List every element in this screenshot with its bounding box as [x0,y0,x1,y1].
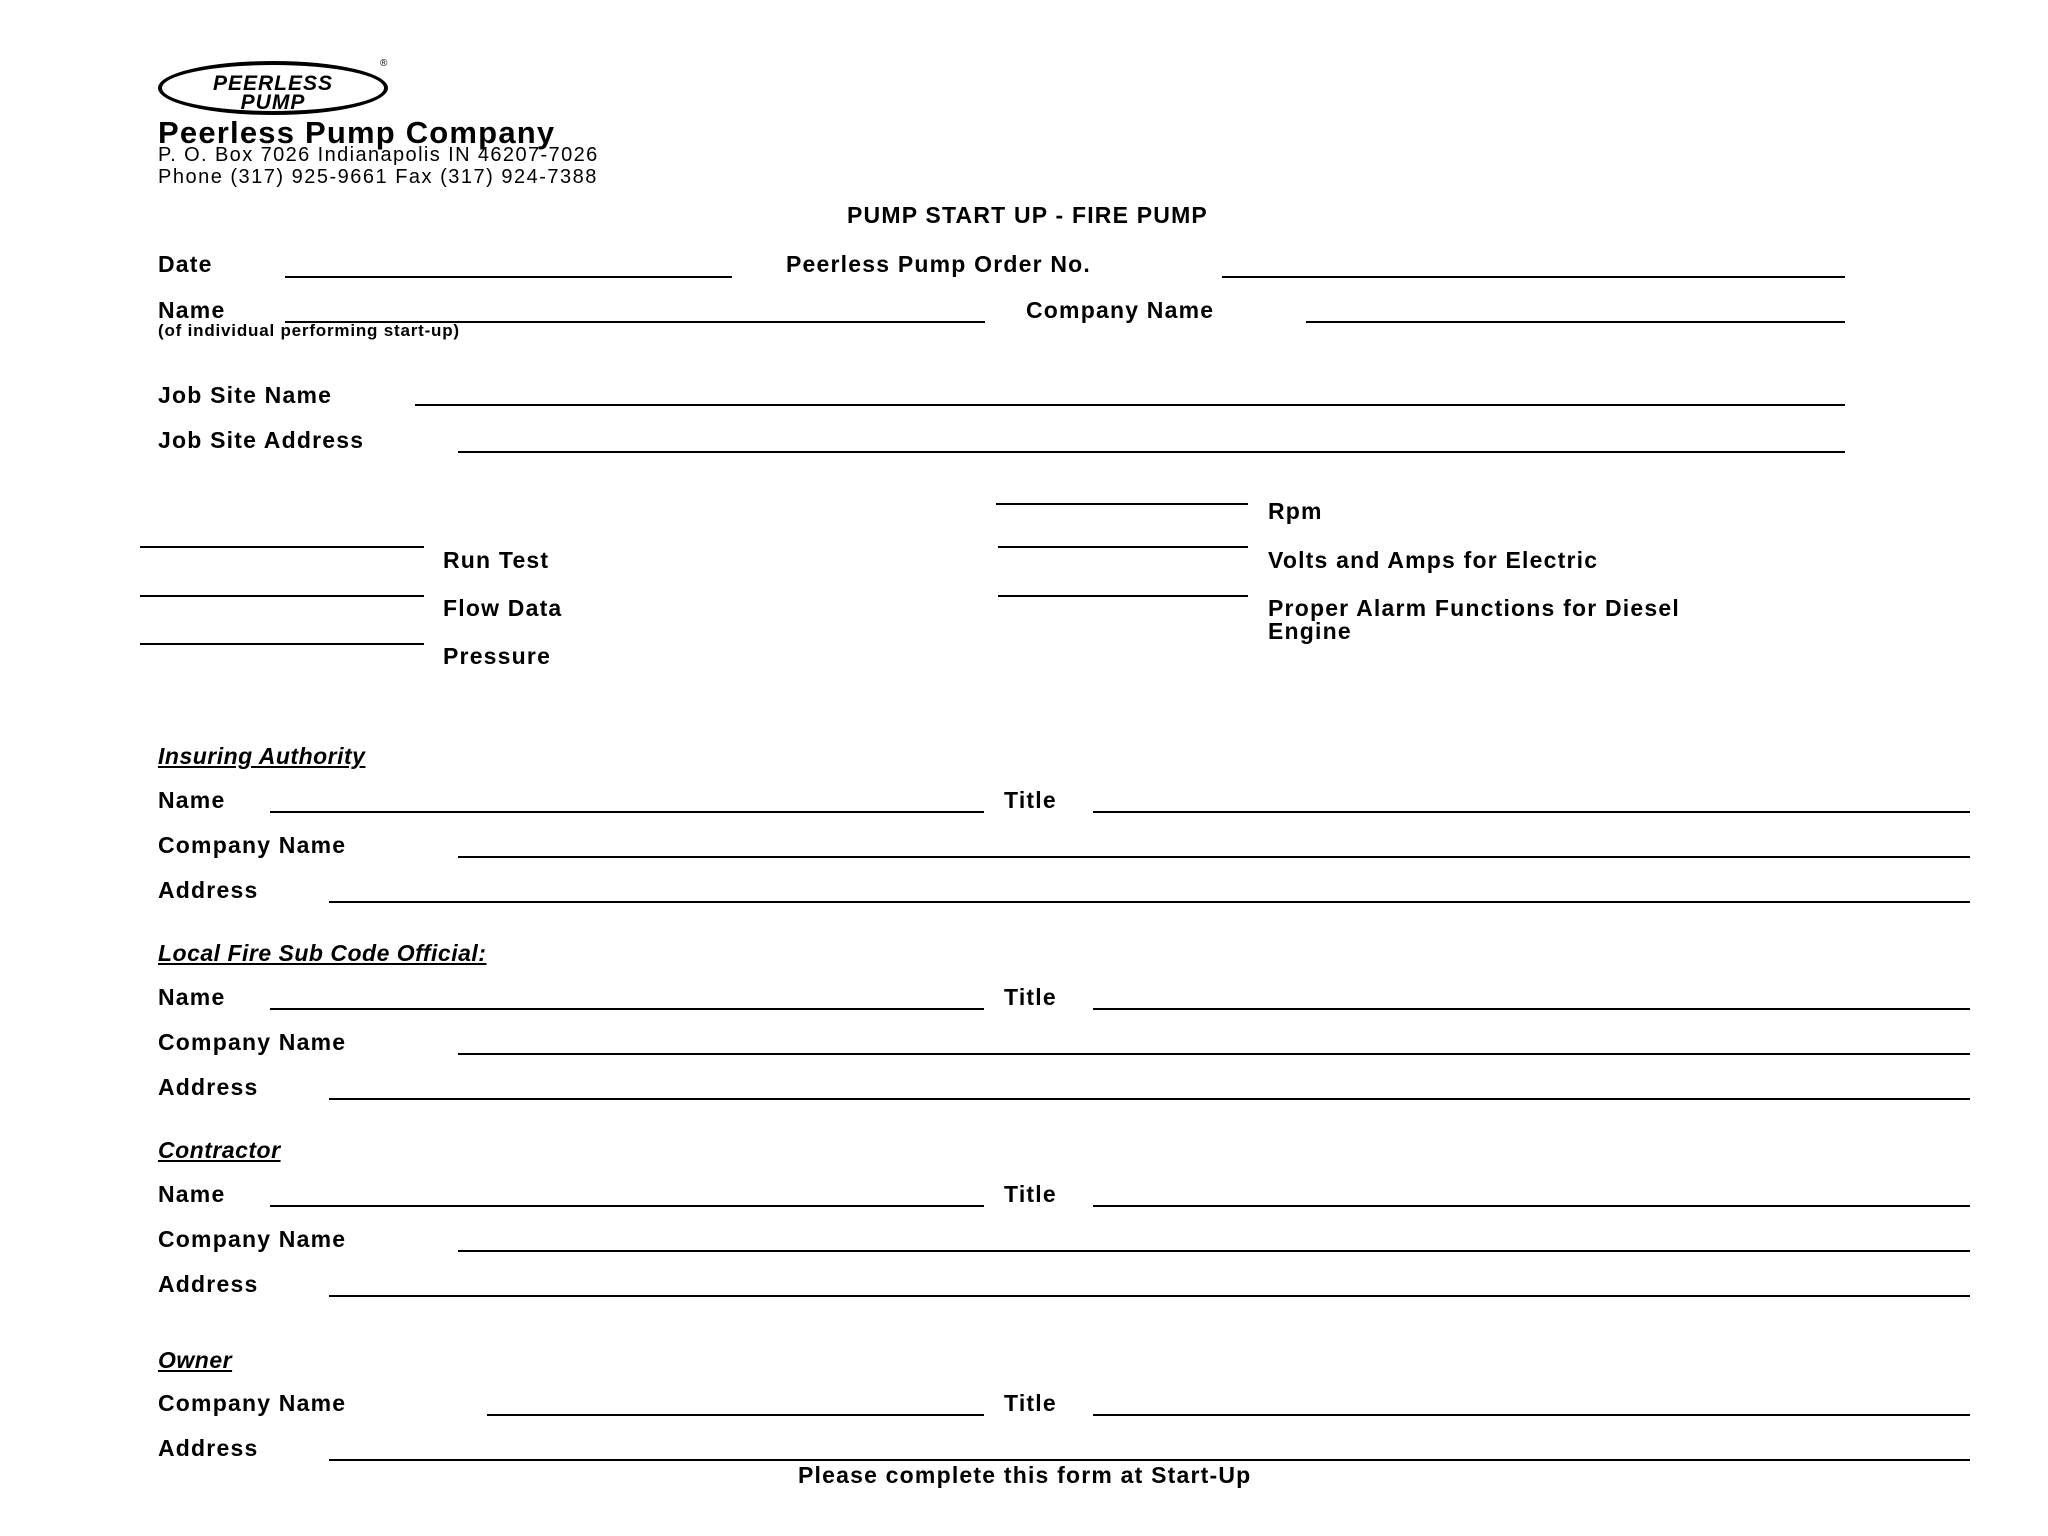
volts-amps-label: Volts and Amps for Electric [1268,547,1599,573]
order-number-field[interactable] [1222,276,1845,278]
fire-company-label: Company Name [158,1029,347,1055]
job-site-name-label: Job Site Name [158,382,333,408]
owner-title-field[interactable] [1093,1414,1970,1416]
insuring-company-field[interactable] [458,856,1970,858]
registered-mark: ® [380,58,388,69]
insuring-company-label: Company Name [158,832,347,858]
fire-address-label: Address [158,1074,259,1100]
logo-line2: PUMP [240,91,306,114]
fire-title-label: Title [1004,984,1057,1010]
owner-company-field[interactable] [487,1414,984,1416]
flow-data-label: Flow Data [443,595,563,621]
job-site-name-field[interactable] [415,404,1845,406]
owner-address-field[interactable] [329,1459,1970,1461]
owner-address-label: Address [158,1435,259,1461]
pressure-label: Pressure [443,643,552,669]
contractor-address-label: Address [158,1271,259,1297]
name-field[interactable] [285,321,985,323]
contractor-address-field[interactable] [329,1295,1970,1297]
company-phone: Phone (317) 925-9661 Fax (317) 924-7388 [158,166,598,188]
fire-name-label: Name [158,984,226,1010]
contractor-title-label: Title [1004,1181,1057,1207]
job-site-address-field[interactable] [458,451,1845,453]
owner-heading: Owner [158,1347,233,1373]
alarm-functions-blank[interactable] [998,595,1248,597]
owner-company-label: Company Name [158,1390,347,1416]
contractor-company-label: Company Name [158,1226,347,1252]
order-number-label: Peerless Pump Order No. [786,251,1091,277]
company-name: Peerless Pump Company [158,115,556,150]
logo-line1: PEERLESS [212,72,334,95]
company-address: P. O. Box 7026 Indianapolis IN 46207-7026 [158,144,599,166]
contractor-title-field[interactable] [1093,1205,1970,1207]
fire-address-field[interactable] [329,1098,1970,1100]
insuring-address-label: Address [158,877,259,903]
company-name-field[interactable] [1306,321,1845,323]
insuring-title-label: Title [1004,787,1057,813]
contractor-name-field[interactable] [270,1205,984,1207]
pressure-blank[interactable] [140,643,424,645]
footer-note: Please complete this form at Start-Up [798,1462,1252,1488]
insuring-address-field[interactable] [329,901,1970,903]
job-site-address-label: Job Site Address [158,427,365,453]
peerless-pump-logo [158,61,388,115]
run-test-blank[interactable] [140,546,424,548]
alarm-functions-label: Proper Alarm Functions for Diesel [1268,595,1680,621]
fire-official-heading: Local Fire Sub Code Official: [158,940,487,966]
name-sublabel: (of individual performing start-up) [158,321,460,340]
form-title: PUMP START UP - FIRE PUMP [847,202,1208,228]
owner-title-label: Title [1004,1390,1057,1416]
date-label: Date [158,251,213,277]
alarm-functions-label-cont: Engine [1268,618,1352,644]
rpm-blank[interactable] [996,503,1248,505]
date-field[interactable] [285,276,732,278]
insuring-title-field[interactable] [1093,811,1970,813]
flow-data-blank[interactable] [140,595,424,597]
contractor-heading: Contractor [158,1137,281,1163]
insuring-authority-heading: Insuring Authority [158,743,366,769]
fire-title-field[interactable] [1093,1008,1970,1010]
fire-company-field[interactable] [458,1053,1970,1055]
fire-name-field[interactable] [270,1008,984,1010]
run-test-label: Run Test [443,547,550,573]
contractor-company-field[interactable] [458,1250,1970,1252]
insuring-name-label: Name [158,787,226,813]
company-name-label: Company Name [1026,297,1215,323]
name-label: Name [158,297,226,323]
volts-amps-blank[interactable] [998,546,1248,548]
contractor-name-label: Name [158,1181,226,1207]
insuring-name-field[interactable] [270,811,984,813]
rpm-label: Rpm [1268,498,1323,524]
